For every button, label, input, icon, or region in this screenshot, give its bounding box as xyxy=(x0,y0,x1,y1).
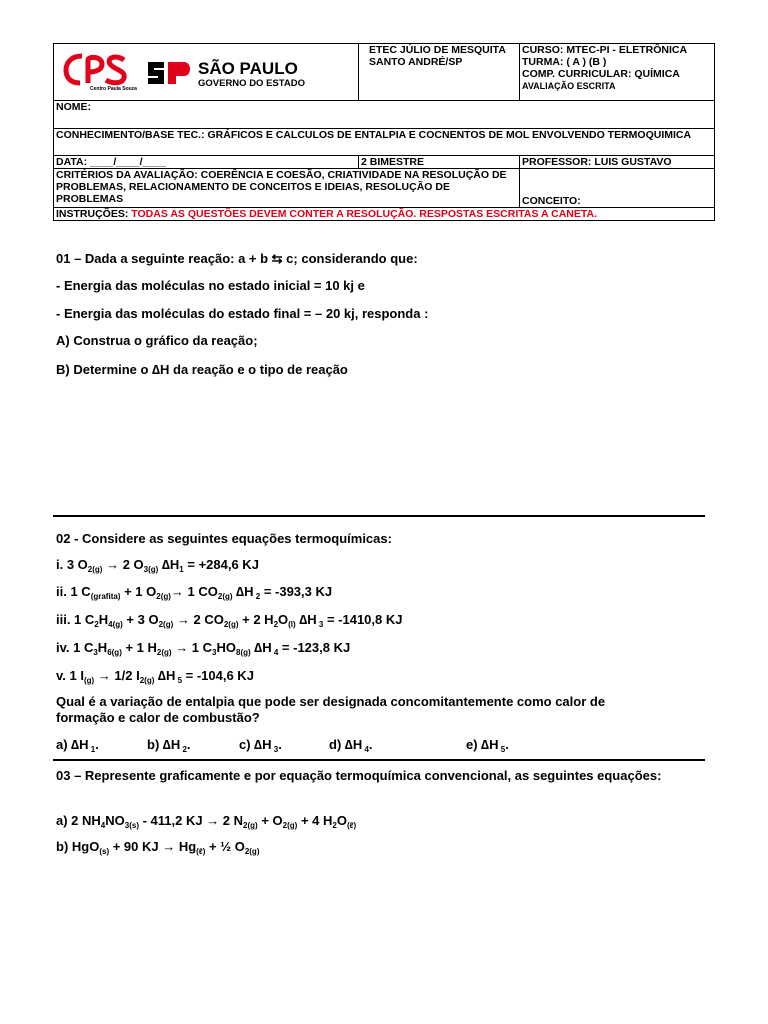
q1-item-a: A) Construa o gráfico da reação; xyxy=(56,333,258,348)
q1-initial-energy: - Energia das moléculas no estado inicial = 10 kj e xyxy=(56,278,365,293)
logos-cell xyxy=(54,44,359,101)
name-cell[interactable] xyxy=(54,101,715,129)
curricular-component: COMP. CURRICULAR: QUÍMICA xyxy=(522,68,680,80)
q3-equation-a: a) 2 $NH_4NO_{3(s)} - 411,2$ KJ → 2 $N_{2(g)} + O_{2(g)} + 4$ $H_2O_{(\ell)}$ xyxy=(56,813,357,830)
q2-equation-2: ii. 1 $C_{(grafita)} + 1$ $O_{2(g)}\to 1$ $CO_{2(g)}$ ∆H $_2$ = -393,3 KJ xyxy=(56,584,333,601)
option-a[interactable]: a) ∆H $_1$. xyxy=(56,737,99,754)
school-name: ETEC JÚLIO DE MESQUITA xyxy=(369,44,506,56)
option-b[interactable]: b) ∆H $_2$. xyxy=(147,737,191,754)
sp-logo-title: SÃO PAULO xyxy=(198,59,298,78)
q2-equation-5: v. 1 $I_{(g)} \to 1/2$ $I_{2(g)}$ ∆H $_5$ = -104,6 KJ xyxy=(56,668,254,685)
q1-item-b: B) Determine o ∆H da reação e o tipo de reação xyxy=(56,362,348,377)
divider-q2 xyxy=(53,759,705,761)
school-cell xyxy=(359,44,520,101)
header-table xyxy=(53,43,715,221)
sp-logo-subtitle: GOVERNO DO ESTADO xyxy=(198,78,305,89)
class-group: TURMA: ( A ) (B ) xyxy=(522,56,607,68)
q2-options xyxy=(56,737,676,758)
cps-logo-text: Centro Paula Souza xyxy=(90,86,137,92)
divider-q1 xyxy=(53,515,705,517)
q3-title: 03 – Represente graficamente e por equação termoquímica convencional, as seguintes equações: xyxy=(56,768,662,783)
q1-final-energy: - Energia das moléculas do estado final = – 20 kj, responda : xyxy=(56,306,429,321)
q3-equation-b: b) HgO$_{(s)}$ + 90 KJ → $Hg_{(\ell)}$ + ½ $O_{2(g)}$ xyxy=(56,839,260,856)
course-cell xyxy=(520,44,715,101)
date-field[interactable]: DATA: ____/____/____ xyxy=(54,156,359,169)
q2-title: 02 - Considere as seguintes equações termoquímicas: xyxy=(56,531,392,546)
instructions-text: TODAS AS QUESTÕES DEVEM CONTER A RESOLUÇÃO. RESPOSTAS ESCRITAS A CANETA. xyxy=(131,208,598,220)
cps-logo xyxy=(66,56,137,92)
q1-title: 01 – Dada a seguinte reação: a + b ⇆ c; considerando que: xyxy=(56,251,418,266)
name-label: NOME: xyxy=(56,101,91,113)
criteria: CRITÉRIOS DA AVALIAÇÃO: COERÊNCIA E COESÃO, CRIATIVIDADE NA RESOLUÇÃO DE PROBLEMAS, RELACIONAMENTO DE CONCEITOS E IDEIAS, RESOLUÇÃO DE PROBLEMAS xyxy=(54,169,520,208)
q2-equation-3: iii. 1 $C_2H_{4(g)} + 3$ $O_{2(g)} \to 2$ $CO_{2(g)} + 2$ $H_2O_{(l)}$ ∆H $_3$ = -1410,8 KJ xyxy=(56,612,403,629)
sp-logo xyxy=(148,58,305,89)
bimester: 2 BIMESTRE xyxy=(359,156,520,169)
school-city: SANTO ANDRÉ/SP xyxy=(369,56,463,68)
option-e[interactable]: e) ∆H $_5$. xyxy=(466,737,509,754)
teacher: PROFESSOR: LUIS GUSTAVO xyxy=(520,156,715,169)
q2-equation-4: iv. 1 $C_3H_{6(g)} + 1$ $H_{2(g)} \to 1$ $C_3HO_{8(g)}$ ∆H $_4$ = -123,8 KJ xyxy=(56,640,351,657)
instructions-cell xyxy=(54,208,715,221)
course: CURSO: MTEC-PI - ELETRÔNICA xyxy=(522,44,688,56)
q2-equation-1: i. 3 $O_{2(g)} \to 2$ $O_{3(g)}$ $\Delta H_1 = +284,6$ KJ xyxy=(56,557,259,574)
evaluation-type: AVALIAÇÃO ESCRITA xyxy=(522,81,616,91)
q2-question: Qual é a variação de entalpia que pode ser designada concomitantemente como calor de formação e calor de combustão? xyxy=(56,694,606,725)
option-d[interactable]: d) ∆H $_4$. xyxy=(329,737,373,754)
concept-field[interactable]: CONCEITO: xyxy=(520,169,715,208)
instructions-label: INSTRUÇÕES: xyxy=(56,208,129,220)
institution-logos xyxy=(60,50,350,96)
option-c[interactable]: c) ∆H $_3$. xyxy=(239,737,282,754)
knowledge-base: CONHECIMENTO/BASE TEC.: GRÁFICOS E CALCULOS DE ENTALPIA E COCNENTOS DE MOL ENVOLVENDO TERMOQUIMICA xyxy=(54,129,715,156)
